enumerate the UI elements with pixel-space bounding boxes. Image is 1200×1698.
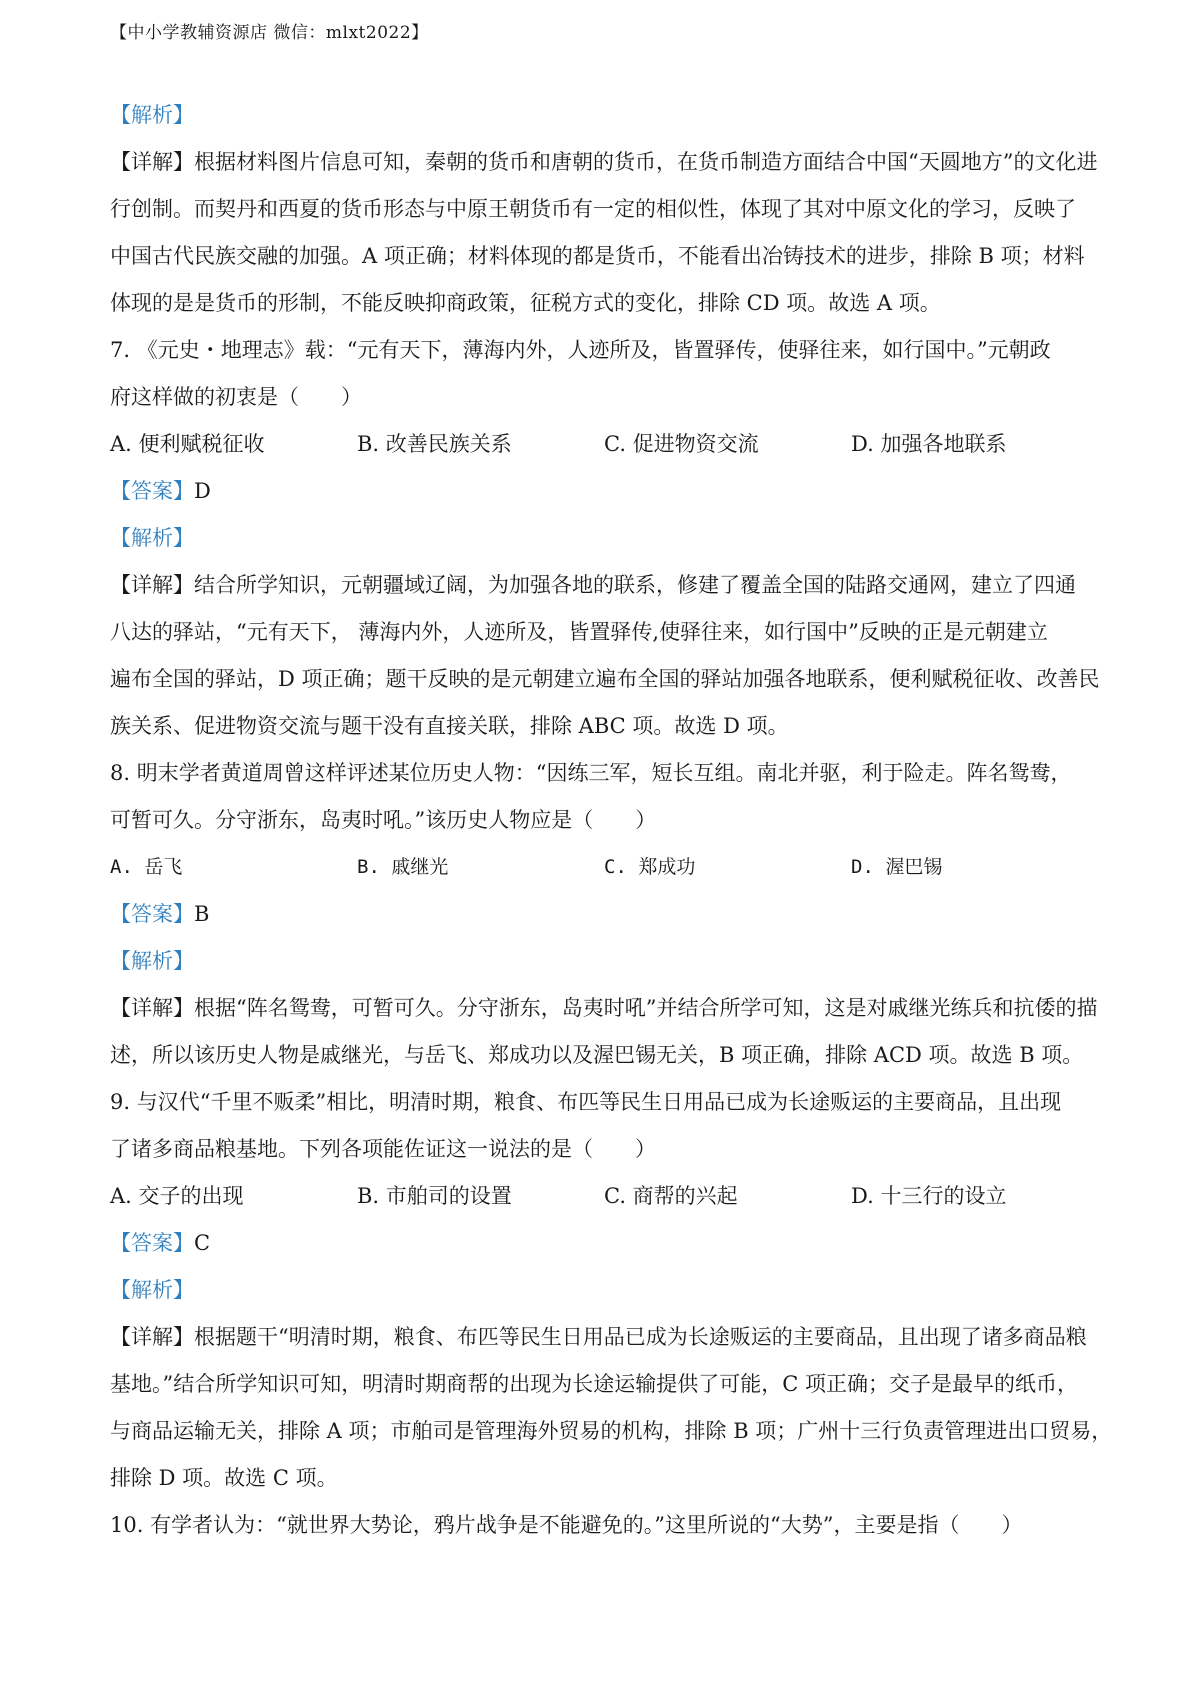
document-body	[110, 92, 1113, 1549]
q7-answer-value: D	[194, 479, 211, 503]
q9-option-c: C. 商帮的兴起	[604, 1184, 738, 1208]
q7-options	[110, 421, 1100, 468]
q9-stem-line-2: 了诸多商品粮基地。下列各项能佐证这一说法的是（ ）	[110, 1137, 656, 1161]
q8-detail-line-1	[110, 985, 1100, 1032]
detail-tag: 【详解】	[110, 1325, 194, 1349]
q9-answer	[110, 1220, 1100, 1267]
q7-detail-line-4: 族关系、促进物资交流与题干没有直接关联，排除 ABC 项。故选 D 项。	[110, 714, 789, 738]
q8-options	[110, 844, 1100, 891]
q8-detail-text-1: 根据“阵名鸳鸯，可暂可久。分守浙东，岛夷时吼”并结合所学可知，这是对戚继光练兵和抗倭的描	[194, 996, 1098, 1020]
page-header: 【中小学教辅资源店 微信：mlxt2022】	[110, 23, 429, 43]
q7-detail-text-1: 结合所学知识，元朝疆域辽阔，为加强各地的联系，修建了覆盖全国的陆路交通网，建立了四通	[194, 573, 1076, 597]
q8-answer	[110, 891, 1100, 938]
q7-stem-line-1: 7. 《元史・地理志》载：“元有天下，薄海内外，人迹所及，皆置驿传，使驿往来，如行国中。”元朝政	[110, 338, 1051, 362]
q9-analysis-heading	[110, 1267, 1100, 1314]
detail-tag: 【详解】	[110, 150, 194, 174]
q8-stem-line-2: 可暂可久。分守浙东，岛夷时吼。”该历史人物应是（ ）	[110, 808, 657, 832]
q7-option-b: B. 改善民族关系	[357, 432, 512, 456]
detail-tag: 【详解】	[110, 573, 194, 597]
q7-option-a: A. 便利赋税征收	[110, 432, 265, 456]
q7-stem-line-2: 府这样做的初衷是（ ）	[110, 385, 362, 409]
q9-option-d: D. 十三行的设立	[851, 1184, 1007, 1208]
q9-detail-line-2: 基地。”结合所学知识可知，明清时期商帮的出现为长途运输提供了可能，C 项正确；交子是最早的纸币，	[110, 1372, 1078, 1396]
analysis-tag: 【解析】	[110, 103, 194, 127]
q6-analysis-heading	[110, 92, 1100, 139]
q8-analysis-heading	[110, 938, 1100, 985]
analysis-tag: 【解析】	[110, 526, 194, 550]
analysis-tag: 【解析】	[110, 1278, 194, 1302]
detail-tag: 【详解】	[110, 996, 194, 1020]
q9-option-b: B. 市舶司的设置	[357, 1184, 512, 1208]
q8-option-a: A. 岳飞	[110, 856, 183, 878]
q9-stem-line-1: 9. 与汉代“千里不贩柔”相比，明清时期，粮食、布匹等民生日用品已成为长途贩运的主要商品，且出现	[110, 1090, 1062, 1114]
q9-option-a: A. 交子的出现	[110, 1184, 244, 1208]
q6-detail-line-1	[110, 139, 1100, 186]
q9-detail-line-4: 排除 D 项。故选 C 项。	[110, 1466, 338, 1490]
q8-answer-value: B	[194, 902, 210, 926]
q6-detail-text-1: 根据材料图片信息可知，秦朝的货币和唐朝的货币，在货币制造方面结合中国“天圆地方”的文化进	[194, 150, 1098, 174]
q8-option-c: C. 郑成功	[604, 856, 696, 878]
answer-tag: 【答案】	[110, 479, 194, 503]
q9-detail-text-1: 根据题干“明清时期，粮食、布匹等民生日用品已成为长途贩运的主要商品，且出现了诸多商品粮	[194, 1325, 1087, 1349]
q9-options	[110, 1173, 1100, 1220]
q9-answer-value: C	[194, 1231, 211, 1255]
q8-stem-line-1: 8. 明末学者黄道周曾这样评述某位历史人物：“因练三军，短长互组。南北并驱，利于险走。阵名鸳鸯，	[110, 761, 1072, 785]
q7-detail-line-1	[110, 562, 1100, 609]
answer-tag: 【答案】	[110, 902, 194, 926]
q7-option-c: C. 促进物资交流	[604, 432, 759, 456]
q10-stem-line-1: 10. 有学者认为：“就世界大势论，鸦片战争是不能避免的。”这里所说的“大势”，主要是指（ ）	[110, 1513, 1023, 1537]
q6-detail-line-2: 行创制。而契丹和西夏的货币形态与中原王朝货币有一定的相似性，体现了其对中原文化的学习，反映了	[110, 197, 1076, 221]
answer-tag: 【答案】	[110, 1231, 194, 1255]
q7-detail-line-3: 遍布全国的驿站，D 项正确；题干反映的是元朝建立遍布全国的驿站加强各地联系，便利赋税征收、改善民	[110, 667, 1100, 691]
q7-detail-line-2: 八达的驿站，“元有天下， 薄海内外，人迹所及，皆置驿传,使驿往来，如行国中”反映的正是元朝建立	[110, 620, 1048, 644]
q9-detail-line-1	[110, 1314, 1100, 1361]
q7-answer	[110, 468, 1100, 515]
q6-detail-line-3: 中国古代民族交融的加强。A 项正确；材料体现的都是货币，不能看出冶铸技术的进步，排除 B 项；材料	[110, 244, 1085, 268]
q8-option-d: D. 渥巴锡	[851, 856, 943, 878]
q9-detail-line-3: 与商品运输无关，排除 A 项；市舶司是管理海外贸易的机构，排除 B 项；广州十三行负责管理进出口贸易，	[110, 1419, 1113, 1443]
q7-option-d: D. 加强各地联系	[851, 432, 1007, 456]
q8-option-b: B. 戚继光	[357, 856, 449, 878]
q8-detail-line-2: 述，所以该历史人物是戚继光，与岳飞、郑成功以及渥巴锡无关，B 项正确，排除 ACD 项。故选 B 项。	[110, 1043, 1084, 1067]
analysis-tag: 【解析】	[110, 949, 194, 973]
q6-detail-line-4: 体现的是是货币的形制，不能反映抑商政策，征税方式的变化，排除 CD 项。故选 A 项。	[110, 291, 941, 315]
q7-analysis-heading	[110, 515, 1100, 562]
